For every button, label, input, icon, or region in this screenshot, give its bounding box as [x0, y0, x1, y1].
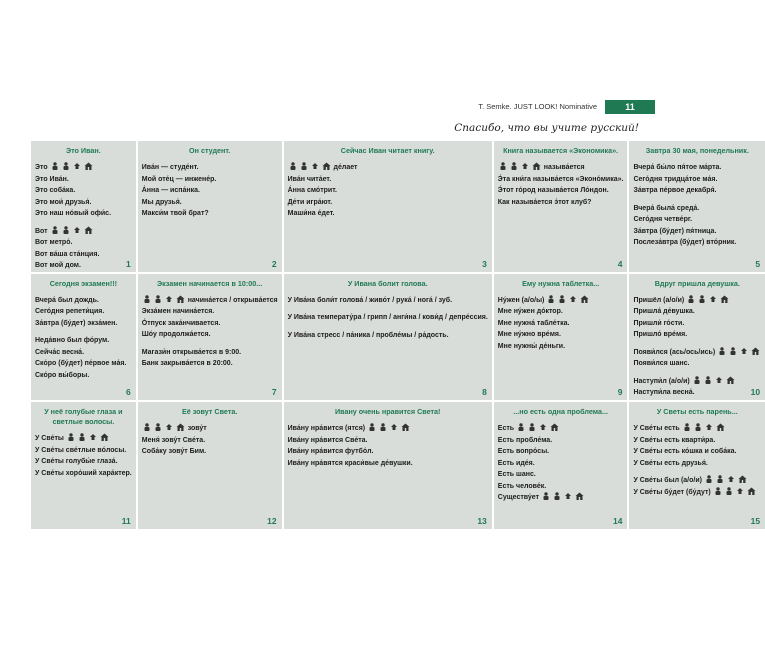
card-line — [35, 226, 132, 238]
line-text-before: Ива́ну нра́вится (ятся) — [287, 425, 368, 433]
card-title: Это Иван. — [65, 146, 101, 155]
card-number: 6 — [126, 387, 131, 398]
card-line: Пришло́ вре́мя. — [633, 331, 688, 338]
card-line: Сего́дня тридца́тое ма́я. — [633, 175, 718, 183]
people-house-icon — [692, 376, 736, 384]
line-text-before: Пришёл (а/о/и) — [633, 296, 687, 304]
card-10 — [629, 274, 765, 401]
card-title: У Светы есть парень... — [656, 407, 738, 417]
card-number: 8 — [482, 387, 487, 398]
line-text-after: начина́ется / открыва́ется — [185, 296, 278, 304]
people-house-icon — [142, 295, 186, 303]
card-line: У Све́ты хоро́ший хара́ктер. — [35, 469, 132, 477]
card-line: За́втра пе́рвое декабря́. — [633, 187, 717, 194]
people-house-icon — [66, 433, 110, 441]
card-line: У Ива́на стресс / па́ника / пробле́мы / ра́дость. — [287, 331, 449, 339]
card-line: Сейча́с весна́. — [35, 348, 85, 356]
card-line — [633, 487, 761, 499]
header-text: T. Semke. JUST LOOK! Nominative — [478, 102, 597, 111]
card-line — [498, 423, 624, 435]
card-line: Вчера́ была́ среда́. — [633, 204, 700, 212]
card-line: Ива́н — студе́нт. — [141, 164, 199, 171]
card-7 — [138, 274, 282, 401]
people-house-icon — [541, 492, 585, 500]
card-title: Ивану очень нравится Света! — [334, 407, 441, 417]
line-text-before: Появи́лся (ась/ось/ись) — [633, 348, 718, 356]
card-title: Завтра 30 мая, понедельник. — [645, 146, 749, 155]
line-text-before: Наступи́л (а/о/и) — [633, 377, 692, 385]
card-number: 7 — [271, 387, 277, 398]
tagline: Спасибо, что вы учите русский! — [454, 122, 639, 134]
running-header — [408, 100, 655, 114]
card-title: Её зовут Света. — [181, 407, 238, 417]
card-line: Мне нужна́ табле́тка. — [497, 319, 570, 327]
card-line: Пришли́ го́сти. — [633, 319, 685, 327]
card-title: Экзамен начинается в 10:00... — [157, 278, 263, 288]
card-line: Появи́лся шанс. — [633, 360, 690, 367]
card-line: Это соба́ка. — [35, 187, 76, 194]
card-15 — [629, 402, 765, 529]
card-title: ...но есть одна проблема... — [513, 407, 608, 417]
card-line: Вот мой дом. — [35, 262, 81, 269]
card-line: Есть пробле́ма. — [497, 436, 553, 444]
card-line — [633, 423, 761, 435]
card-title: У Ивана болит голова. — [347, 278, 428, 288]
card-title: У неё голубые глаза и светлые волосы. — [44, 407, 123, 427]
card-line: Как называ́ется э́тот клуб? — [497, 198, 592, 206]
line-text-before: Это — [35, 164, 50, 171]
card-line: Сего́дня четве́рг. — [633, 216, 693, 223]
card-line — [35, 162, 132, 174]
card-title: Книга называется «Экономика». — [503, 146, 619, 155]
card-line — [633, 347, 761, 359]
line-text-before: Ну́жен (а/о/ы) — [497, 296, 547, 304]
card-8 — [284, 274, 492, 401]
card-line: Есть вопро́сы. — [497, 448, 550, 456]
card-line: А́нна смо́трит. — [287, 187, 337, 194]
card-line: Э́тот го́род называ́ется Ло́ндон. — [497, 187, 609, 194]
card-line: Ива́ну нра́вятся краси́вые де́вушки. — [287, 459, 413, 467]
line-text-after: называ́ется — [541, 164, 585, 171]
line-text-before: Вот — [35, 227, 50, 235]
people-house-icon — [367, 423, 411, 431]
card-line: У Ива́на боли́т голова́ / живо́т / рука́ / нога́ / зуб. — [287, 296, 453, 304]
card-line: Соба́ку зову́т Бим. — [141, 448, 207, 456]
card-line: Это наш но́вый офи́с. — [35, 210, 112, 217]
card-line — [633, 376, 761, 388]
card-number: 1 — [126, 258, 131, 269]
card-title: Ему нужна таблетка... — [522, 278, 600, 288]
card-3 — [284, 141, 492, 272]
card-line: Ива́н чита́ет. — [287, 175, 332, 183]
card-number: 3 — [482, 258, 487, 269]
card-line: Мне нужны́ де́ньги. — [497, 342, 566, 350]
card-12 — [138, 402, 282, 529]
card-line: Есть челове́к. — [497, 482, 547, 490]
card-number: 5 — [755, 258, 761, 269]
card-11 — [31, 402, 136, 529]
card-line: За́втра (бу́дет) экза́мен. — [35, 319, 118, 327]
card-line: Меня́ зову́т Све́та. — [141, 436, 206, 444]
card-line: Ско́ро (бу́дет) пе́рвое ма́я. — [35, 360, 127, 367]
line-text-before: Существу́ет — [497, 494, 541, 502]
line-text-after: де́лает — [331, 164, 358, 171]
card-line: Мы друзья́. — [141, 198, 182, 206]
card-line — [498, 162, 624, 174]
people-house-icon — [682, 423, 726, 431]
card-line: У Све́ты есть кварти́ра. — [633, 436, 716, 444]
people-house-icon — [516, 423, 560, 431]
people-house-icon — [686, 295, 730, 303]
people-house-icon — [546, 295, 590, 303]
card-line — [35, 433, 132, 445]
card-5 — [629, 141, 765, 272]
card-number: 12 — [267, 516, 277, 526]
people-house-icon — [288, 162, 332, 170]
card-line: Мне ну́жно вре́мя. — [497, 331, 561, 338]
card-4 — [494, 141, 628, 272]
line-text-before: У Све́ты бу́дет (бу́дут) — [633, 488, 713, 496]
people-house-icon — [142, 423, 186, 431]
card-title: Он студент. — [189, 146, 231, 155]
card-13 — [284, 402, 492, 529]
card-line: Вчера́ был дождь. — [35, 296, 99, 304]
card-number: 4 — [617, 258, 623, 269]
card-grid — [31, 141, 761, 529]
card-number: 13 — [477, 516, 487, 526]
line-text-after: зову́т — [185, 425, 207, 433]
card-title: Сегодня экзамен!!! — [49, 278, 118, 288]
card-line: Маши́на е́дет. — [287, 210, 335, 217]
card-line — [498, 295, 624, 307]
card-line: Вот ва́ша ста́нция. — [35, 250, 100, 258]
card-title: Вдруг пришла девушка. — [654, 278, 740, 288]
card-line: Пришла́ де́вушка. — [633, 308, 695, 315]
card-line: Ива́ну нра́вится Све́та. — [287, 436, 368, 444]
card-line: Э́та кни́га называ́ется «Эконо́мика». — [497, 175, 624, 183]
card-line — [288, 423, 488, 435]
card-number: 15 — [750, 516, 761, 526]
card-line: У Све́ты есть друзья́. — [633, 459, 708, 467]
card-line — [498, 492, 624, 504]
card-line: А́нна — испа́нка. — [141, 187, 200, 194]
card-number: 2 — [271, 258, 277, 269]
card-line: За́втра (бу́дет) пя́тница. — [633, 227, 717, 235]
card-9 — [494, 274, 628, 401]
card-line — [633, 295, 761, 307]
line-text-before: У Све́ты был (а/о/и) — [633, 477, 704, 485]
people-house-icon — [50, 162, 94, 170]
card-line: Мой оте́ц — инжене́р. — [141, 175, 217, 183]
card-14 — [494, 402, 628, 529]
card-number: 14 — [612, 516, 623, 526]
people-house-icon — [498, 162, 542, 170]
card-line: Мне ну́жен до́ктор. — [497, 308, 563, 315]
card-number: 11 — [121, 516, 131, 526]
card-number: 10 — [750, 387, 761, 398]
card-title: Сейчас Иван читает книгу. — [340, 146, 435, 155]
card-line: Есть иде́я. — [497, 459, 535, 467]
people-house-icon — [50, 226, 94, 234]
card-2 — [138, 141, 282, 272]
card-line: Ива́ну нра́вится футбо́л. — [287, 448, 374, 456]
card-line — [142, 295, 278, 307]
card-line: Сего́дня репети́ция. — [35, 308, 105, 315]
line-text-before: Есть — [497, 425, 517, 433]
card-line: Де́ти игра́ют. — [287, 198, 333, 206]
card-line: Есть шанс. — [497, 471, 536, 479]
people-house-icon — [713, 487, 757, 495]
card-line: У Све́ты есть ко́шка и соба́ка. — [633, 448, 737, 456]
card-line: У Све́ты све́тлые во́лосы. — [35, 446, 127, 454]
card-line: О́тпуск зака́нчивается. — [141, 319, 221, 327]
card-line: У Ива́на температу́ра / грипп / анги́на / кови́д / депре́ссия. — [287, 314, 488, 321]
people-house-icon — [717, 347, 761, 355]
card-line — [288, 162, 488, 174]
card-line: Банк закрыва́ется в 20:00. — [141, 360, 233, 367]
card-line: Ско́ро вы́боры. — [35, 371, 90, 379]
people-house-icon — [704, 475, 748, 483]
line-text-before: У Све́ты есть — [633, 425, 682, 433]
card-line: Послеза́втра (бу́дет) вто́рник. — [633, 239, 737, 246]
page-number: 11 — [605, 100, 655, 114]
card-6 — [31, 274, 136, 401]
line-text-before: У Све́ты — [35, 435, 66, 443]
card-line: Это мои́ друзья́. — [35, 198, 92, 206]
card-line: Это Ива́н. — [35, 175, 69, 183]
card-line: Неда́вно был фо́рум. — [35, 337, 110, 344]
card-line: Вот метро́. — [35, 239, 73, 246]
card-line — [633, 475, 761, 487]
card-line: Шо́у продолжа́ется. — [141, 331, 211, 338]
card-line: У Све́ты голубы́е глаза́. — [35, 458, 118, 466]
card-line: Наступи́ла весна́. — [633, 389, 695, 396]
card-line: Макси́м твой брат? — [141, 210, 209, 217]
card-line: Магази́н открыва́ется в 9:00. — [141, 348, 242, 356]
card-line: Экза́мен начина́ется. — [141, 308, 215, 315]
card-number: 9 — [617, 387, 623, 398]
card-line — [142, 423, 278, 435]
card-line: Вчера́ бы́ло пя́тое ма́рта. — [633, 164, 722, 171]
card-1 — [31, 141, 136, 272]
